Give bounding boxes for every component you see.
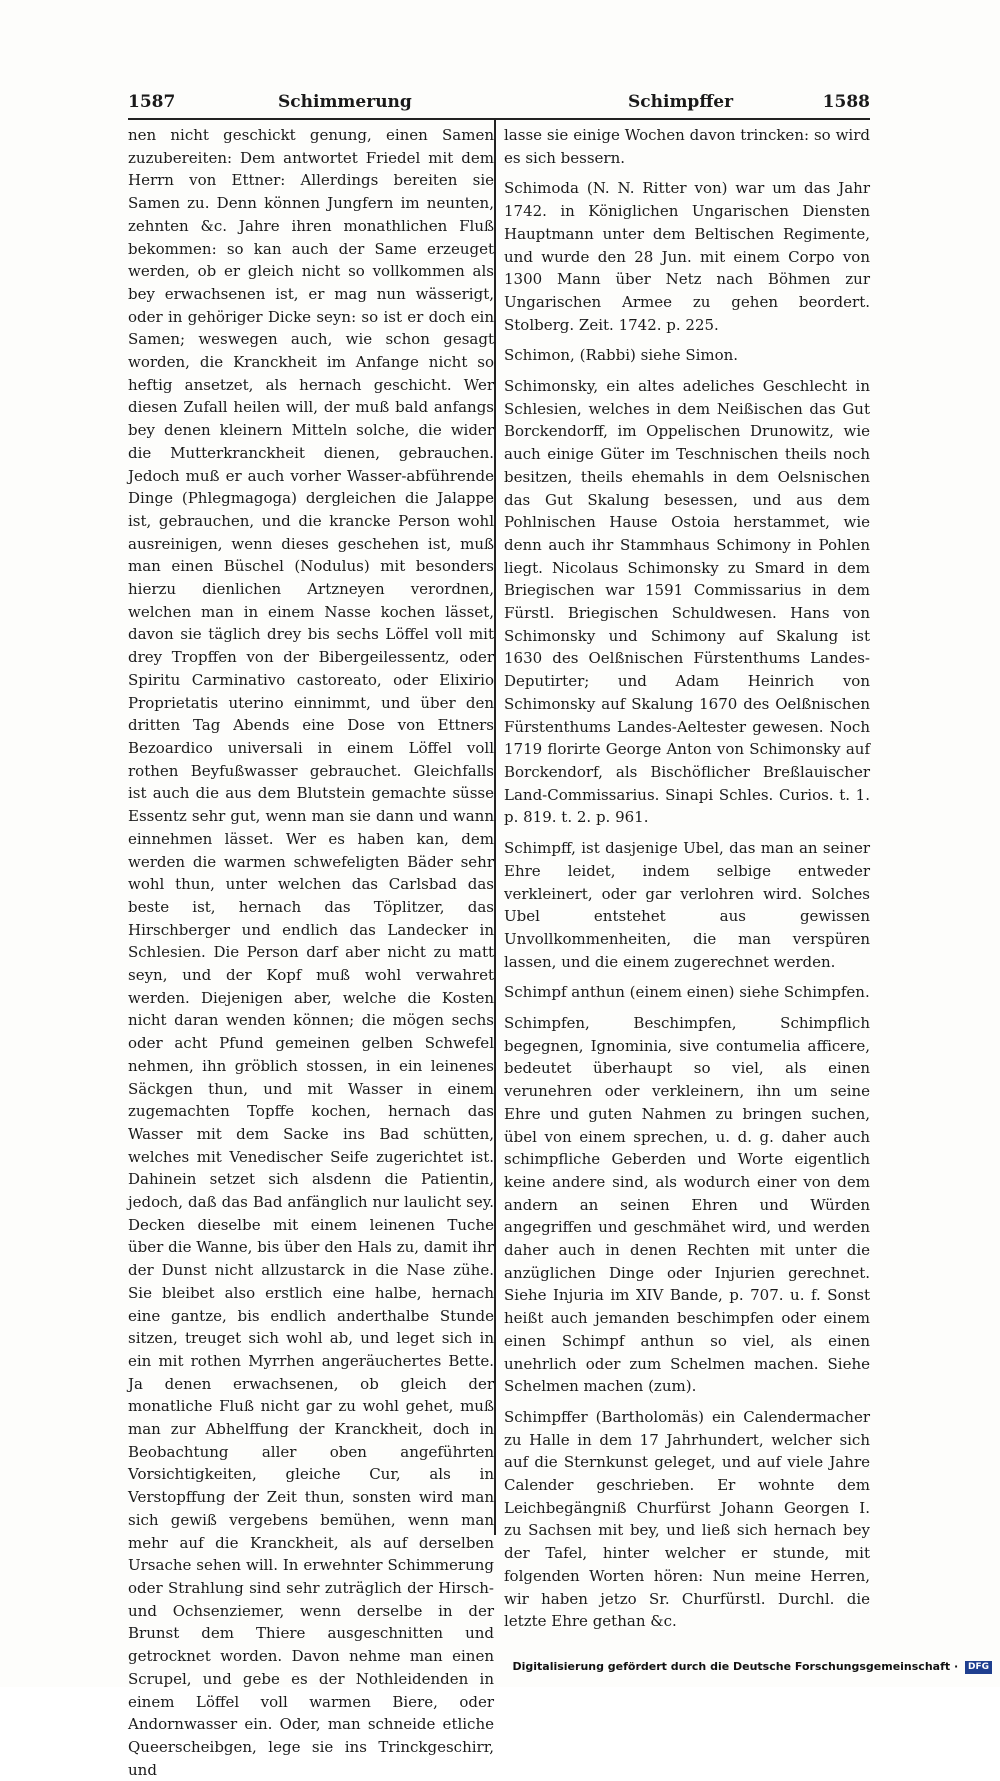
entry-schimpf-anthun: Schimpf anthun (einem einen) siehe Schimpfen. <box>504 983 870 1002</box>
entry-schimoda: Schimoda (N. N. Ritter von) war um das Jahr 1742. in Königlichen Ungarischen Diensten Hauptmann unter dem Beltischen Regimente, und wurde den 28 Jun. mit einem Corpo von 1300 Mann über Netz nach Böhmen zur Ungarischen Armee zu gehen beordert. Stolberg. Zeit. 1742. p. 225. <box>504 179 870 334</box>
entry-schimpffer: Schimpffer (Bartholomäs) ein Calendermacher zu Halle in dem 17 Jahrhundert, welcher sich auf die Sternkunst geleget, und auf viele Jahre Calender geschrieben. Er wohnte dem Leichbegängniß Churfürst Johann Georgen I. zu Sachsen mit bey, und ließ sich hernach bey der Tafel, hinter welcher er stunde, mit folgenden Worten hören: Nun meine Herren, wir haben jetzo Sr. Churfürstl. Durchl. die letzte Ehre gethan &c. <box>504 1407 870 1631</box>
running-header <box>128 92 870 118</box>
digitization-footer <box>512 1660 992 1674</box>
entry-schimonsky: Schimonsky, ein altes adeliches Geschlecht in Schlesien, welches in dem Neißischen das Gut Borckendorff, im Oppelischen Drunowitz, wie auch einige Güter im Teschnischen theils noch besitzen, theils ehemahls in dem Oelsnischen das Gut Skalung besessen, und aus dem Pohlnischen Hause Ostoia herstammet, wie denn auch ihr Stammhaus Schimony in Pohlen liegt. Nicolaus Schimonsky zu Smard in dem Briegischen war 1591 Commissarius in dem Fürstl. Briegischen Schuldwesen. Hans von Schimonsky und Schimony auf Skalung ist 1630 des Oelßnischen Fürstenthums Landes-Deputirter; und Adam Heinrich von Schimonsky auf Skalung 1670 des Oelßnischen Fürstenthums Landes-Aeltester gewesen. Noch 1719 florirte George Anton von Schimonsky auf Borckendorf, als Bischöflicher Breßlauischer Land-Commissarius. Sinapi Schles. Curios. t. 1. p. 819. t. 2. p. 961. <box>504 377 870 827</box>
page-number-left: 1587 <box>128 92 176 112</box>
page-number-right: 1588 <box>822 92 870 112</box>
headword-left: Schimmerung <box>278 92 412 112</box>
left-paragraph: nen nicht geschickt genung, einen Samen zuzubereiten: Dem antwortet Friedel mit dem Herrn von Ettner: Allerdings bereiten sie Samen zu. Denn können Jungfern im neunten, zehnten &c. Jahre ihren monathlichen Fluß bekommen: so kan auch der Same erzeuget werden, ob er gleich nicht so vollkommen als bey erwachsenen ist, er mag nun wässerigt, oder in gehöriger Dicke seyn: so ist er doch ein Samen; weswegen auch, wie schon gesagt worden, die Kranckheit im Anfange nicht so heftig ansetzet, als hernach geschicht. Wer diesen Zufall heilen will, der muß bald anfangs bey denen kleinern Mitteln solche, die wider die Mutterkranckheit dienen, gebrauchen. Jedoch muß er auch vorher Wasser-abführende Dinge (Phlegmagoga) dergleichen die Jalappe ist, gebrauchen, und die krancke Person wohl ausreinigen, wenn dieses geschehen ist, muß man einen Büschel (Nodulus) mit besonders hierzu dienlichen Artzneyen verordnen, welchen man in einem Nasse kochen lässet, davon sie täglich drey bis sechs Löffel voll mit drey Tropffen von der Bibergeilessentz, oder Spiritu Carminativo castoreato, oder Elixirio Proprietatis uterino einnimmt, und über den dritten Tag Abends eine Dose von Ettners Bezoardico universali in einem Löffel voll rothen Beyfußwasser gebrauchet. Gleichfalls ist auch die aus dem Blutstein gemachte süsse Essentz sehr gut, wenn man sie dann und wann einnehmen lässet. Wer es haben kan, dem werden die warmen schwefeligten Bäder sehr wohl thun, unter welchen das Carlsbad das beste ist, hernach das Töplitzer, das Hirschberger und endlich das Landecker in Schlesien. Die Person darf aber nicht zu matt seyn, und der Kopf muß wohl verwahret werden. Diejenigen aber, welche die Kosten nicht daran wenden können; die mögen sechs oder acht Pfund gemeinen gelben Schwefel nehmen, ihn gröblich stossen, in ein leinenes Säckgen thun, und mit Wasser in einem zugemachten Topffe kochen, hernach das Wasser mit dem Sacke ins Bad schütten, welches mit Venedischer Seife zugerichtet ist. Dahinein setzet sich alsdenn die Patientin, jedoch, daß das Bad anfänglich nur laulicht sey. Decken dieselbe mit einem leinenen Tuche über die Wanne, bis über den Hals zu, damit ihr der Dunst nicht allzustarck in die Nase zühe. Sie bleibet also erstlich eine halbe, hernach eine gantze, bis endlich anderthalbe Stunde sitzen, treuget sich wohl ab, und leget sich in ein mit rothen Myrrhen angeräuchertes Bette. Ja denen erwachsenen, ob gleich der monatliche Fluß nicht gar zu wohl gehet, muß man zur Abhelffung der Kranckheit, doch in Beobachtung aller oben angeführten Vorsichtigkeiten, gleiche Cur, als in Verstopffung der Zeit thun, sonsten wird man sich gewiß vergebens bemühen, wenn man mehr auf die Kranckheit, als auf derselben Ursache sehen will. In erwehnter Schimmerung oder Strahlung sind sehr zuträglich der Hirsch- und Ochsenziemer, wenn derselbe in der Brunst dem Thiere ausgeschnitten und getrocknet worden. Davon nehme man einen Scrupel, und gebe es der Nothleidenden in einem Löffel voll warmen Biere, oder Andornwasser ein. Oder, man schneide etliche Queerscheibgen, lege sie ins Trinckgeschirr, und <box>128 126 494 1779</box>
dfg-logo: DFG <box>965 1661 992 1674</box>
entry-schimon: Schimon, (Rabbi) siehe Simon. <box>504 346 739 365</box>
column-divider <box>494 120 496 1535</box>
footer-credit: Digitalisierung gefördert durch die Deutsche Forschungsgemeinschaft · <box>512 1660 959 1673</box>
entry-continuation: lasse sie einige Wochen davon trincken: so wird es sich bessern. <box>504 126 870 167</box>
right-column <box>504 124 870 1633</box>
entry-schimpff: Schimpff, ist dasjenige Ubel, das man an seiner Ehre leidet, indem selbige entweder verkleinert, oder gar verlohren wird. Solches Ubel entstehet aus gewissen Unvollkommenheiten, die man verspüren lassen, und die einem zugerechnet werden. <box>504 839 870 971</box>
header-rule <box>128 118 870 120</box>
left-column <box>128 124 494 1781</box>
entry-schimpfen: Schimpfen, Beschimpfen, Schimpflich begegnen, Ignominia, sive contumelia afficere, bedeutet überhaupt so viel, als einen verunehren oder verkleinern, ihn um seine Ehre und guten Nahmen zu bringen suchen, übel von einem sprechen, u. d. g. daher auch schimpfliche Geberden und Worte eigentlich keine andere sind, als wodurch einer von dem andern an seinen Ehren und Würden angegriffen und geschmähet wird, und werden daher auch in denen Rechten mit unter die anzüglichen Dinge oder Injurien gerechnet. Siehe Injuria im XIV Bande, p. 707. u. f. Sonst heißt auch jemanden beschimpfen oder einem einen Schimpf anthun so viel, als einen unehrlich oder zum Schelmen machen. Siehe Schelmen machen (zum). <box>504 1014 870 1396</box>
headword-right: Schimpffer <box>628 92 734 112</box>
